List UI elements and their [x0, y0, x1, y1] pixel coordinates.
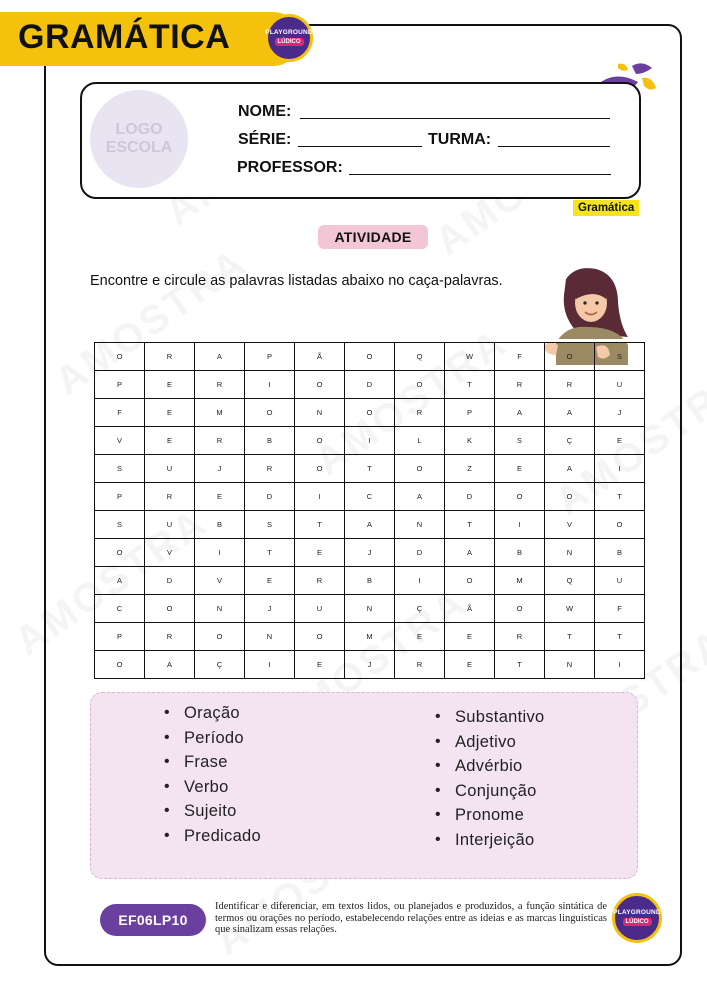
professor-field[interactable]: [349, 174, 611, 175]
grid-cell[interactable]: W: [445, 343, 495, 371]
grid-cell[interactable]: D: [145, 567, 195, 595]
grid-cell[interactable]: J: [345, 539, 395, 567]
grid-cell[interactable]: A: [145, 651, 195, 679]
skill-description: Identificar e diferenciar, em textos lidos, ou planejados e produzidos, a função sintática de termos ou orações no período, estabelecendo relações entre as ideias e as marcas linguísticas que sinalizam essas relações.: [215, 901, 607, 936]
grid-cell[interactable]: S: [95, 455, 145, 483]
grid-cell[interactable]: T: [295, 511, 345, 539]
grid-cell[interactable]: R: [545, 371, 595, 399]
grid-cell[interactable]: E: [395, 623, 445, 651]
logo-text-line1: LOGO: [115, 121, 163, 138]
grid-cell[interactable]: E: [295, 651, 345, 679]
grid-cell[interactable]: N: [395, 511, 445, 539]
grid-cell[interactable]: I: [245, 371, 295, 399]
brand-badge-line2: LÚDICO: [275, 38, 304, 46]
grid-cell[interactable]: P: [95, 483, 145, 511]
grid-cell[interactable]: E: [445, 623, 495, 651]
grid-cell[interactable]: D: [345, 371, 395, 399]
word-list-item: • Pronome: [433, 803, 545, 828]
grid-cell[interactable]: T: [445, 371, 495, 399]
grid-cell[interactable]: U: [145, 511, 195, 539]
grid-cell[interactable]: A: [345, 511, 395, 539]
grid-cell[interactable]: R: [145, 483, 195, 511]
grid-cell[interactable]: O: [145, 595, 195, 623]
subject-tag: Gramática: [573, 200, 639, 216]
grid-cell[interactable]: R: [395, 399, 445, 427]
grid-cell[interactable]: Ç: [545, 427, 595, 455]
grid-cell[interactable]: J: [245, 595, 295, 623]
grid-cell[interactable]: O: [295, 371, 345, 399]
word-list-item: • Sujeito: [162, 799, 261, 824]
grid-cell[interactable]: O: [495, 483, 545, 511]
grid-cell[interactable]: T: [345, 455, 395, 483]
word-list-right: [433, 705, 545, 853]
grid-cell[interactable]: B: [245, 427, 295, 455]
grid-cell[interactable]: B: [595, 539, 645, 567]
page-title: GRAMÁTICA: [18, 18, 231, 56]
grid-cell[interactable]: M: [195, 399, 245, 427]
grid-cell[interactable]: F: [495, 343, 545, 371]
grid-cell[interactable]: R: [145, 343, 195, 371]
logo-text-line2: ESCOLA: [105, 139, 173, 156]
word-list-item: • Advérbio: [433, 754, 545, 779]
grid-cell[interactable]: N: [295, 399, 345, 427]
grid-cell[interactable]: V: [95, 427, 145, 455]
grid-cell[interactable]: S: [95, 511, 145, 539]
grid-cell[interactable]: Ã: [295, 343, 345, 371]
word-search-grid-wrap: [94, 342, 645, 679]
grid-cell[interactable]: O: [545, 343, 595, 371]
grid-cell[interactable]: T: [445, 511, 495, 539]
grid-cell[interactable]: D: [395, 539, 445, 567]
grid-cell[interactable]: R: [295, 567, 345, 595]
word-list-item: • Substantivo: [433, 705, 545, 730]
grid-cell[interactable]: Q: [395, 343, 445, 371]
grid-cell[interactable]: T: [595, 623, 645, 651]
grid-cell[interactable]: N: [545, 539, 595, 567]
grid-cell[interactable]: I: [345, 427, 395, 455]
grid-cell[interactable]: R: [495, 623, 545, 651]
grid-cell[interactable]: U: [595, 371, 645, 399]
brand-badge: [265, 14, 313, 62]
grid-cell[interactable]: K: [445, 427, 495, 455]
word-list-item: • Oração: [162, 701, 261, 726]
grid-cell[interactable]: L: [395, 427, 445, 455]
grid-cell[interactable]: P: [245, 343, 295, 371]
grid-cell[interactable]: E: [495, 455, 545, 483]
grid-cell[interactable]: R: [145, 623, 195, 651]
grid-cell[interactable]: O: [295, 623, 345, 651]
grid-cell[interactable]: O: [345, 343, 395, 371]
grid-cell[interactable]: O: [395, 371, 445, 399]
name-label: NOME:: [238, 103, 292, 120]
grid-cell[interactable]: O: [245, 399, 295, 427]
grid-cell[interactable]: T: [545, 623, 595, 651]
grid-cell[interactable]: O: [95, 343, 145, 371]
grid-cell[interactable]: O: [445, 567, 495, 595]
grid-cell[interactable]: Q: [545, 567, 595, 595]
activity-title: ATIVIDADE: [318, 225, 428, 249]
grid-cell[interactable]: T: [245, 539, 295, 567]
grid-cell[interactable]: C: [95, 595, 145, 623]
grid-cell[interactable]: S: [245, 511, 295, 539]
grid-cell[interactable]: E: [295, 539, 345, 567]
grid-cell[interactable]: Z: [445, 455, 495, 483]
grid-cell[interactable]: E: [145, 427, 195, 455]
grid-cell[interactable]: I: [595, 651, 645, 679]
grid-cell[interactable]: E: [245, 567, 295, 595]
grid-cell[interactable]: O: [495, 595, 545, 623]
grid-cell[interactable]: O: [345, 399, 395, 427]
grid-cell[interactable]: U: [145, 455, 195, 483]
grid-cell[interactable]: I: [395, 567, 445, 595]
grid-cell[interactable]: D: [245, 483, 295, 511]
grid-cell[interactable]: R: [195, 427, 245, 455]
word-list-item: • Verbo: [162, 775, 261, 800]
grid-cell[interactable]: J: [195, 455, 245, 483]
grid-cell[interactable]: D: [445, 483, 495, 511]
grid-cell[interactable]: E: [145, 399, 195, 427]
grid-cell[interactable]: B: [495, 539, 545, 567]
grid-cell[interactable]: A: [445, 539, 495, 567]
grid-cell[interactable]: N: [195, 595, 245, 623]
word-list-left: [162, 701, 261, 849]
grid-cell[interactable]: V: [195, 567, 245, 595]
grid-cell[interactable]: R: [245, 455, 295, 483]
grid-cell[interactable]: I: [495, 511, 545, 539]
grid-cell[interactable]: R: [495, 371, 545, 399]
grid-cell[interactable]: P: [95, 623, 145, 651]
grid-cell[interactable]: R: [395, 651, 445, 679]
grid-cell[interactable]: F: [595, 595, 645, 623]
grid-cell[interactable]: N: [545, 651, 595, 679]
grid-cell[interactable]: Ã: [445, 595, 495, 623]
grid-cell[interactable]: U: [295, 595, 345, 623]
word-list-item: • Adjetivo: [433, 730, 545, 755]
grid-cell[interactable]: F: [95, 399, 145, 427]
grid-cell[interactable]: T: [595, 483, 645, 511]
grid-cell[interactable]: Ç: [395, 595, 445, 623]
grid-cell[interactable]: C: [345, 483, 395, 511]
grid-cell[interactable]: R: [195, 371, 245, 399]
grid-cell[interactable]: J: [345, 651, 395, 679]
serie-label: SÉRIE:: [238, 131, 292, 148]
grid-cell[interactable]: S: [595, 343, 645, 371]
school-logo-placeholder: [90, 90, 188, 188]
grid-cell[interactable]: V: [145, 539, 195, 567]
grid-cell[interactable]: W: [545, 595, 595, 623]
grid-cell[interactable]: I: [595, 455, 645, 483]
grid-cell[interactable]: E: [145, 371, 195, 399]
professor-label: PROFESSOR:: [237, 159, 343, 176]
word-list-item: • Período: [162, 726, 261, 751]
grid-cell[interactable]: Ç: [195, 651, 245, 679]
brand-badge-footer: [612, 893, 662, 943]
grid-cell[interactable]: P: [445, 399, 495, 427]
grid-cell[interactable]: O: [595, 511, 645, 539]
grid-cell[interactable]: O: [95, 539, 145, 567]
grid-cell[interactable]: A: [395, 483, 445, 511]
grid-cell[interactable]: O: [545, 483, 595, 511]
grid-cell[interactable]: N: [345, 595, 395, 623]
grid-cell[interactable]: I: [295, 483, 345, 511]
grid-cell[interactable]: O: [295, 427, 345, 455]
grid-cell[interactable]: A: [195, 343, 245, 371]
grid-cell[interactable]: A: [495, 399, 545, 427]
grid-cell[interactable]: M: [495, 567, 545, 595]
word-list-item: • Interjeição: [433, 828, 545, 853]
grid-cell[interactable]: V: [545, 511, 595, 539]
grid-cell[interactable]: B: [345, 567, 395, 595]
grid-cell[interactable]: O: [395, 455, 445, 483]
grid-cell[interactable]: U: [595, 567, 645, 595]
grid-cell[interactable]: M: [345, 623, 395, 651]
word-list-item: • Frase: [162, 750, 261, 775]
name-field[interactable]: [300, 118, 610, 119]
grid-cell[interactable]: A: [545, 399, 595, 427]
grid-cell[interactable]: A: [95, 567, 145, 595]
brand-badge-line1: PLAYGROUND: [265, 28, 313, 36]
word-list-item: • Predicado: [162, 824, 261, 849]
skill-code-badge: EF06LP10: [100, 904, 206, 936]
brand-badge-footer-line2: LÚDICO: [623, 918, 652, 926]
turma-label: TURMA:: [428, 131, 492, 148]
grid-cell[interactable]: A: [545, 455, 595, 483]
grid-cell[interactable]: E: [595, 427, 645, 455]
brand-badge-footer-line1: PLAYGROUND: [613, 908, 661, 916]
grid-cell[interactable]: I: [195, 539, 245, 567]
word-search-grid: [94, 342, 645, 679]
turma-field[interactable]: [498, 146, 610, 147]
grid-cell[interactable]: E: [195, 483, 245, 511]
grid-cell[interactable]: O: [295, 455, 345, 483]
grid-cell[interactable]: O: [195, 623, 245, 651]
serie-field[interactable]: [298, 146, 422, 147]
grid-cell[interactable]: O: [95, 651, 145, 679]
activity-instructions: Encontre e circule as palavras listadas abaixo no caça-palavras.: [90, 273, 503, 289]
grid-cell[interactable]: E: [445, 651, 495, 679]
grid-cell[interactable]: B: [195, 511, 245, 539]
grid-cell[interactable]: J: [595, 399, 645, 427]
grid-cell[interactable]: N: [245, 623, 295, 651]
grid-cell[interactable]: T: [495, 651, 545, 679]
grid-cell[interactable]: S: [495, 427, 545, 455]
grid-cell[interactable]: P: [95, 371, 145, 399]
word-list-item: • Conjunção: [433, 779, 545, 804]
grid-cell[interactable]: I: [245, 651, 295, 679]
